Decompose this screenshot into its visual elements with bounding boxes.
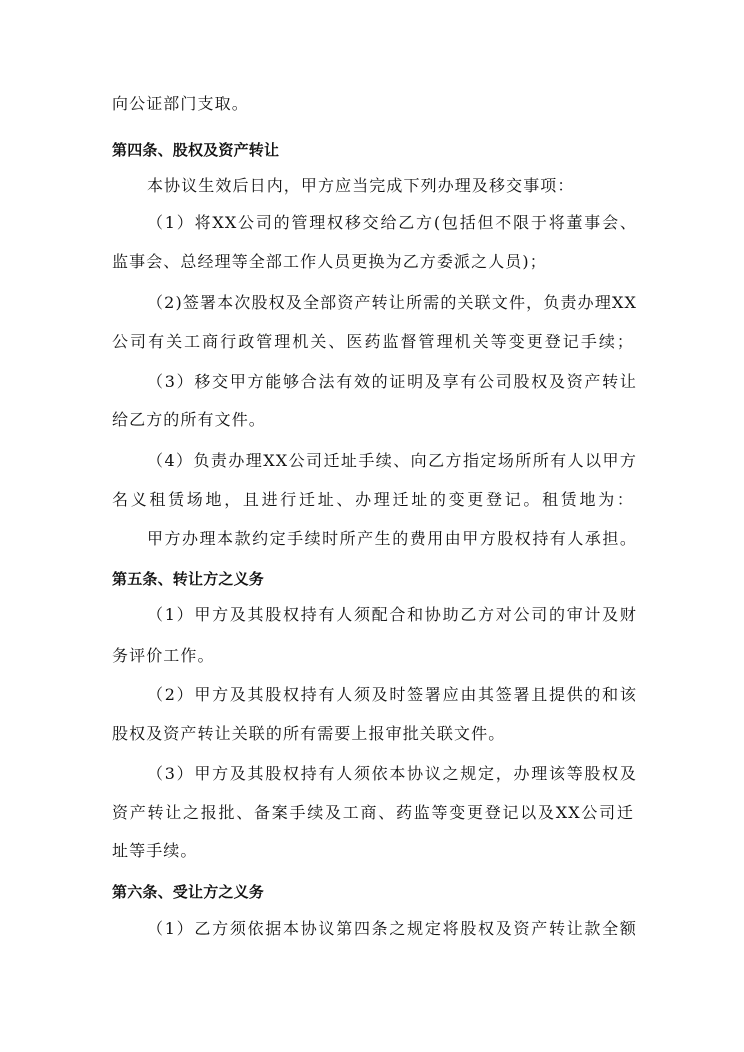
paragraph-line: 址等手续。 <box>112 841 198 860</box>
paragraph-line: （3）甲方及其股权持有人须依本协议之规定，办理该等股权及 <box>147 764 637 783</box>
section-heading-article-5: 第五条、转让方之义务 <box>112 570 265 588</box>
paragraph-line: 向公证部门支取。 <box>112 94 249 113</box>
paragraph-line: 务评价工作。 <box>112 646 215 665</box>
paragraph-line: 公司有关工商行政管理机关、医药监督管理机关等变更登记手续； <box>112 332 634 351</box>
paragraph-line: （2)签署本次股权及全部资产转让所需的关联文件，负责办理XX <box>147 293 637 312</box>
paragraph-line: 监事会、总经理等全部工作人员更换为乙方委派之人员)； <box>112 252 547 271</box>
paragraph-line: 名义租赁场地，且进行迁址、办理迁址的变更登记。租赁地为： <box>112 490 634 509</box>
paragraph-line: 给乙方的所有文件。 <box>112 410 266 429</box>
paragraph-line: 本协议生效后日内，甲方应当完成下列办理及移交事项： <box>147 176 575 195</box>
paragraph-line: （3）移交甲方能够合法有效的证明及享有公司股权及资产转让 <box>147 372 637 391</box>
paragraph-line: （1）将XX公司的管理权移交给乙方(包括但不限于将董事会、 <box>147 213 637 232</box>
paragraph-line: （2）甲方及其股权持有人须及时签署应由其签署且提供的和该 <box>147 685 637 704</box>
paragraph-line: （1）甲方及其股权持有人须配合和协助乙方对公司的审计及财 <box>147 605 637 624</box>
paragraph-line: （1）乙方须依据本协议第四条之规定将股权及资产转让款全额 <box>147 919 637 938</box>
paragraph-line: 甲方办理本款约定手续时所产生的费用由甲方股权持有人承担。 <box>147 529 637 548</box>
paragraph-line: （4）负责办理XX公司迁址手续、向乙方指定场所所有人以甲方 <box>147 451 637 470</box>
section-heading-article-6: 第六条、受让方之义务 <box>112 883 265 901</box>
section-heading-article-4: 第四条、股权及资产转让 <box>112 141 280 159</box>
paragraph-line: 资产转让之报批、备案手续及工商、药监等变更登记以及XX公司迁 <box>112 803 634 822</box>
paragraph-line: 股权及资产转让关联的所有需要上报审批关联文件。 <box>112 724 506 743</box>
